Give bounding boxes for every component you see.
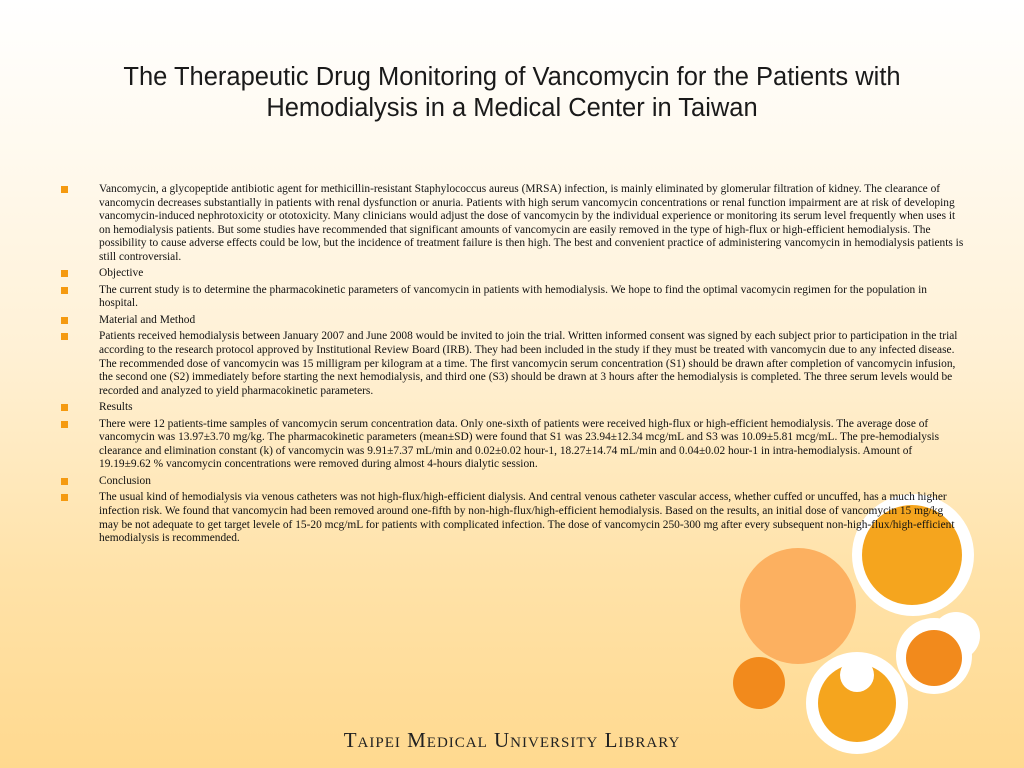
bullet-item-conclusion-heading	[60, 475, 965, 489]
decor-circle-light-orange	[740, 548, 856, 664]
decor-circle-orange-small	[906, 630, 962, 686]
bullet-item-intro	[60, 183, 965, 264]
square-bullet-icon	[61, 287, 68, 294]
decor-circle-white-dot	[840, 658, 874, 692]
square-bullet-icon	[61, 333, 68, 340]
bullet-item-results-heading	[60, 401, 965, 415]
square-bullet-icon	[61, 494, 68, 501]
slide-title	[60, 62, 964, 124]
bullet-item-method-heading	[60, 314, 965, 328]
footer-library-name: Taipei Medical University Library	[343, 728, 681, 752]
square-bullet-icon	[61, 317, 68, 324]
bullet-item-objective	[60, 284, 965, 311]
bullet-text: Vancomycin, a glycopeptide antibiotic agent for methicillin-resistant Staphylococcus aureus (MRSA) infection, is mainly eliminated by glomerular filtration of kidney. The clearance of vancomycin decreases substantially in patients with renal dysfunction or anuria. Patients with high serum vancomycin concentrations or renal function impairment are at risk of developing vancomycin-induced nephrotoxicity or ototoxicity. Many clinicians would adjust the dose of vancomycin by the individual experience or monitoring its serum level frequently when uses it on hemodialysis patients. But some studies have recommended that significant amounts of vancomycin are easily removed in the type of high-flux or high-efficient hemodialysis. The possibility to cause adverse effects could be low, but the incidence of treatment failure is then high. The best and convenient practice of administering vancomycin in hemodialysis patients is still controversial.	[99, 183, 964, 263]
bullet-text: The usual kind of hemodialysis via venous catheters was not high-flux/high-efficient dialysis. And central venous catheter vascular access, whether cuffed or uncuffed, has a much higher infection risk. We found that vancomycin had been removed around one-fifth by non-high-flux/high-efficient hemodialysis. Based on the results, an initial dose of vancomycin 15 mg/kg may be not adequate to get target levele of 15-20 mcg/mL for patients with complicated infection. The dose of vancomycin 250-300 mg after every subsequent non-high-flux/high-efficient hemodialysis is recommended.	[99, 491, 955, 545]
bullet-text: There were 12 patients-time samples of vancomycin serum concentration data. Only one-sixth of patients were received high-flux or high-efficient hemodialysis. The average dose of vancomycin was 13.97±3.70 mg/kg. The pharmacokinetic parameters (mean±SD) were found that S1 was 23.94±12.34 mcg/mL and S3 was 10.09±5.81 mcg/mL. The pre-hemodialysis clearance and elimination constant (k) of vancomycin was 9.91±7.37 mL/min and 0.02±0.02 hour-1, 18.27±14.74 mL/min and 0.04±0.02 hour-1 in intra-hemodialysis. Amount of 19.19±9.62 % vancomycin concentrations were removed during almost 4-hours dialytic session.	[99, 417, 939, 471]
bullet-text: Material and Method	[99, 313, 196, 326]
decor-circle-orange-left	[733, 657, 785, 709]
bullet-item-results	[60, 418, 965, 472]
slide-title-line-1: The Therapeutic Drug Monitoring of Vancomycin for the Patients with	[123, 63, 901, 91]
bullet-list	[60, 183, 965, 549]
square-bullet-icon	[61, 186, 68, 193]
bullet-item-method	[60, 330, 965, 398]
bullet-text: Conclusion	[99, 474, 151, 487]
bullet-item-conclusion	[60, 491, 965, 545]
bullet-text: Results	[99, 401, 133, 414]
bullet-item-objective-heading	[60, 267, 965, 281]
bullet-text: The current study is to determine the pharmacokinetic parameters of vancomycin in patients with hemodialysis. We hope to find the optimal vacomycin regimen for the population in hospital.	[99, 283, 927, 310]
slide-title-line-2: Hemodialysis in a Medical Center in Taiwan	[266, 94, 758, 122]
square-bullet-icon	[61, 478, 68, 485]
square-bullet-icon	[61, 421, 68, 428]
bullet-text: Patients received hemodialysis between January 2007 and June 2008 would be invited to join the trial. Written informed consent was signed by each subject prior to participation in the trial according to the research protocol approved by Institutional Review Board (IRB). They had been included in the study if they must be treated with vancomycin due to any infected disease. The recommended dose of vancomycin was 15 milligram per kilogram at a time. The first vancomycin serum concentration (S1) should be drawn after completion of vancomycin infusion, the second one (S2) immediately before starting the next hemodialysis, and third one (S3) should be drawn at 3 hours after the hemodialysis is completed. The three serum levels would be recorded and analyzed to yield pharmacokinetic parameters.	[99, 330, 958, 397]
square-bullet-icon	[61, 270, 68, 277]
square-bullet-icon	[61, 404, 68, 411]
bullet-text: Objective	[99, 267, 144, 280]
